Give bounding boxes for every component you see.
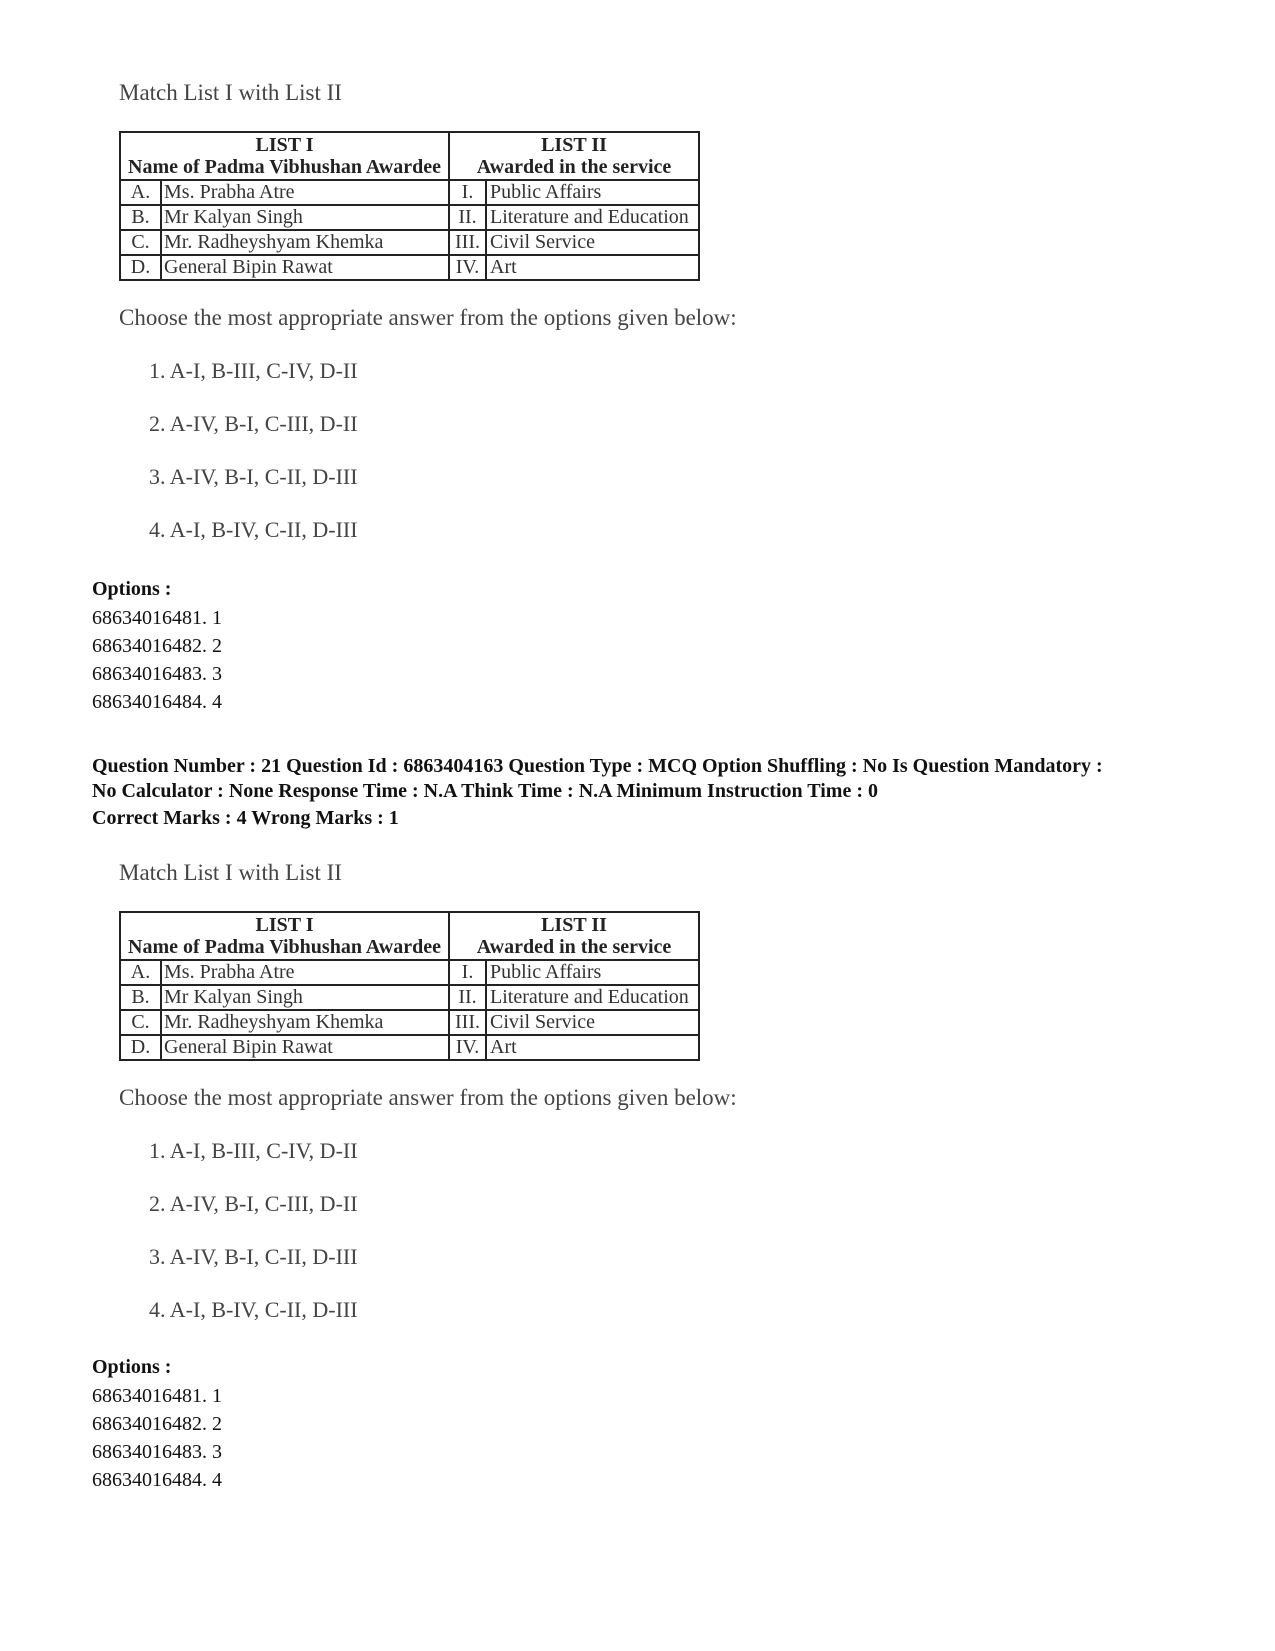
answer-choice-2: 2. A-IV, B-I, C-III, D-II: [149, 411, 358, 436]
question-image-1: [119, 80, 819, 550]
options-label: Options :: [92, 1356, 172, 1378]
awardee-name: General Bipin Rawat: [161, 1035, 449, 1060]
list1-header-title: LIST I: [255, 914, 314, 936]
service-name: Public Affairs: [486, 180, 699, 205]
table-row: [120, 1035, 699, 1060]
option-code-3: 68634016483. 3: [92, 663, 222, 685]
service-name: Public Affairs: [486, 960, 699, 985]
option-code-1: 68634016481. 1: [92, 1385, 222, 1407]
answer-choice-4: 4. A-I, B-IV, C-II, D-III: [149, 517, 358, 542]
table-header-row: [120, 132, 699, 180]
question-meta-line1: Question Number : 21 Question Id : 6863404163 Question Type : MCQ Option Shuffling : No Is Question Mandatory :: [92, 755, 1103, 777]
question-meta-line2: No Calculator : None Response Time : N.A Think Time : N.A Minimum Instruction Time : 0: [92, 780, 878, 802]
match-instruction: Match List I with List II: [119, 860, 342, 885]
answer-choice-1: 1. A-I, B-III, C-IV, D-II: [149, 1138, 358, 1163]
answer-choice-3: 3. A-IV, B-I, C-II, D-III: [149, 1244, 358, 1269]
service-name: Civil Service: [486, 230, 699, 255]
service-name: Civil Service: [486, 1010, 699, 1035]
row-letter: A.: [120, 180, 161, 205]
service-name: Literature and Education: [486, 985, 699, 1010]
awardee-name: Mr Kalyan Singh: [161, 205, 449, 230]
table-row: [120, 180, 699, 205]
match-table: [119, 131, 700, 281]
row-letter: C.: [120, 230, 161, 255]
list1-header: [120, 912, 449, 960]
answer-choice-2: 2. A-IV, B-I, C-III, D-II: [149, 1191, 358, 1216]
option-code-2: 68634016482. 2: [92, 635, 222, 657]
question-image-2: [119, 860, 819, 1330]
choose-instruction: Choose the most appropriate answer from the options given below:: [119, 305, 737, 330]
list2-header: [449, 132, 699, 180]
awardee-name: Mr. Radheyshyam Khemka: [161, 230, 449, 255]
row-letter: B.: [120, 205, 161, 230]
choose-instruction: Choose the most appropriate answer from the options given below:: [119, 1085, 737, 1110]
row-roman: II.: [449, 985, 486, 1010]
list2-header-subtitle: Awarded in the service: [476, 936, 672, 958]
awardee-name: Ms. Prabha Atre: [161, 180, 449, 205]
row-letter: C.: [120, 1010, 161, 1035]
row-letter: D.: [120, 255, 161, 280]
match-instruction: Match List I with List II: [119, 80, 342, 105]
list2-header-title: LIST II: [541, 134, 607, 156]
awardee-name: General Bipin Rawat: [161, 255, 449, 280]
row-roman: IV.: [449, 255, 486, 280]
row-roman: III.: [449, 1010, 486, 1035]
row-roman: I.: [449, 180, 486, 205]
option-code-1: 68634016481. 1: [92, 607, 222, 629]
list2-header-subtitle: Awarded in the service: [476, 156, 672, 178]
option-code-4: 68634016484. 4: [92, 1469, 222, 1491]
awardee-name: Mr Kalyan Singh: [161, 985, 449, 1010]
awardee-name: Ms. Prabha Atre: [161, 960, 449, 985]
list1-header-subtitle: Name of Padma Vibhushan Awardee: [128, 936, 441, 958]
row-roman: I.: [449, 960, 486, 985]
row-letter: D.: [120, 1035, 161, 1060]
list1-header: [120, 132, 449, 180]
table-row: [120, 255, 699, 280]
option-code-2: 68634016482. 2: [92, 1413, 222, 1435]
answer-choice-1: 1. A-I, B-III, C-IV, D-II: [149, 358, 358, 383]
service-name: Art: [486, 1035, 699, 1060]
table-header-row: [120, 912, 699, 960]
table-row: [120, 985, 699, 1010]
row-letter: A.: [120, 960, 161, 985]
answer-choice-4: 4. A-I, B-IV, C-II, D-III: [149, 1297, 358, 1322]
row-roman: II.: [449, 205, 486, 230]
row-letter: B.: [120, 985, 161, 1010]
table-row: [120, 205, 699, 230]
option-code-4: 68634016484. 4: [92, 691, 222, 713]
list2-header-title: LIST II: [541, 914, 607, 936]
table-row: [120, 960, 699, 985]
service-name: Art: [486, 255, 699, 280]
list1-header-subtitle: Name of Padma Vibhushan Awardee: [128, 156, 441, 178]
list1-header-title: LIST I: [255, 134, 314, 156]
question-meta-line3: Correct Marks : 4 Wrong Marks : 1: [92, 807, 399, 829]
row-roman: III.: [449, 230, 486, 255]
option-code-3: 68634016483. 3: [92, 1441, 222, 1463]
table-row: [120, 230, 699, 255]
answer-choice-3: 3. A-IV, B-I, C-II, D-III: [149, 464, 358, 489]
awardee-name: Mr. Radheyshyam Khemka: [161, 1010, 449, 1035]
row-roman: IV.: [449, 1035, 486, 1060]
table-row: [120, 1010, 699, 1035]
service-name: Literature and Education: [486, 205, 699, 230]
options-label: Options :: [92, 578, 172, 600]
list2-header: [449, 912, 699, 960]
match-table: [119, 911, 700, 1061]
